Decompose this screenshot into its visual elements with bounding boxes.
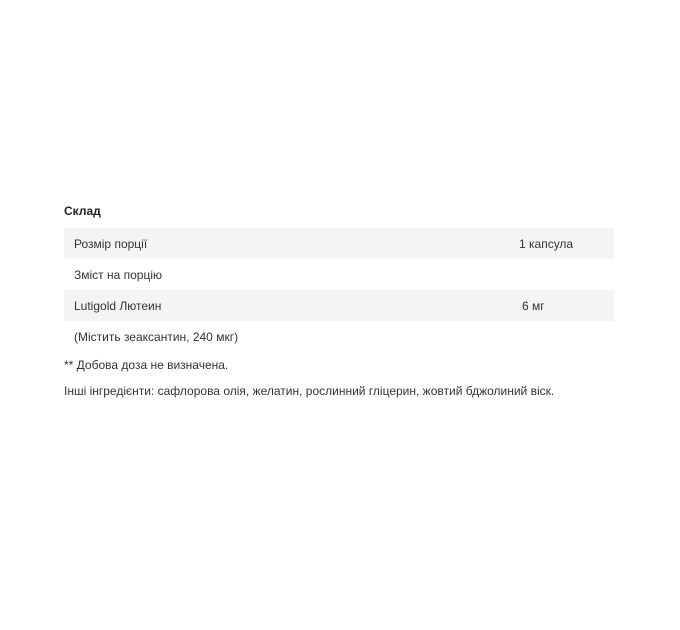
row-value: 6 мг: [519, 290, 614, 321]
row-value: [519, 259, 614, 290]
row-label: Розмір порції: [64, 228, 519, 259]
row-value: 1 капсула: [519, 228, 614, 259]
row-label: Зміст на порцію: [74, 267, 163, 282]
table-row-zeaxanthin: [64, 321, 614, 352]
table-row-amount-per-serving: [64, 259, 614, 290]
row-label: (Містить зеаксантин, 240 мкг): [74, 329, 239, 344]
other-ingredients-text: Інші інгредієнти: сафлорова олія, желатин, рослинний гліцерин, жовтий бджолиний віск.: [64, 384, 555, 398]
row-label: Lutigold Лютеин: [64, 290, 519, 321]
daily-value-note: ** Добова доза не визначена.: [64, 358, 229, 372]
table-row-lutein: [64, 290, 614, 321]
table-row-serving-size: [64, 228, 614, 259]
row-value: [519, 321, 614, 352]
supplement-facts-table: [64, 228, 614, 352]
supplement-facts-section: [64, 203, 614, 398]
section-heading: Склад: [64, 204, 101, 218]
